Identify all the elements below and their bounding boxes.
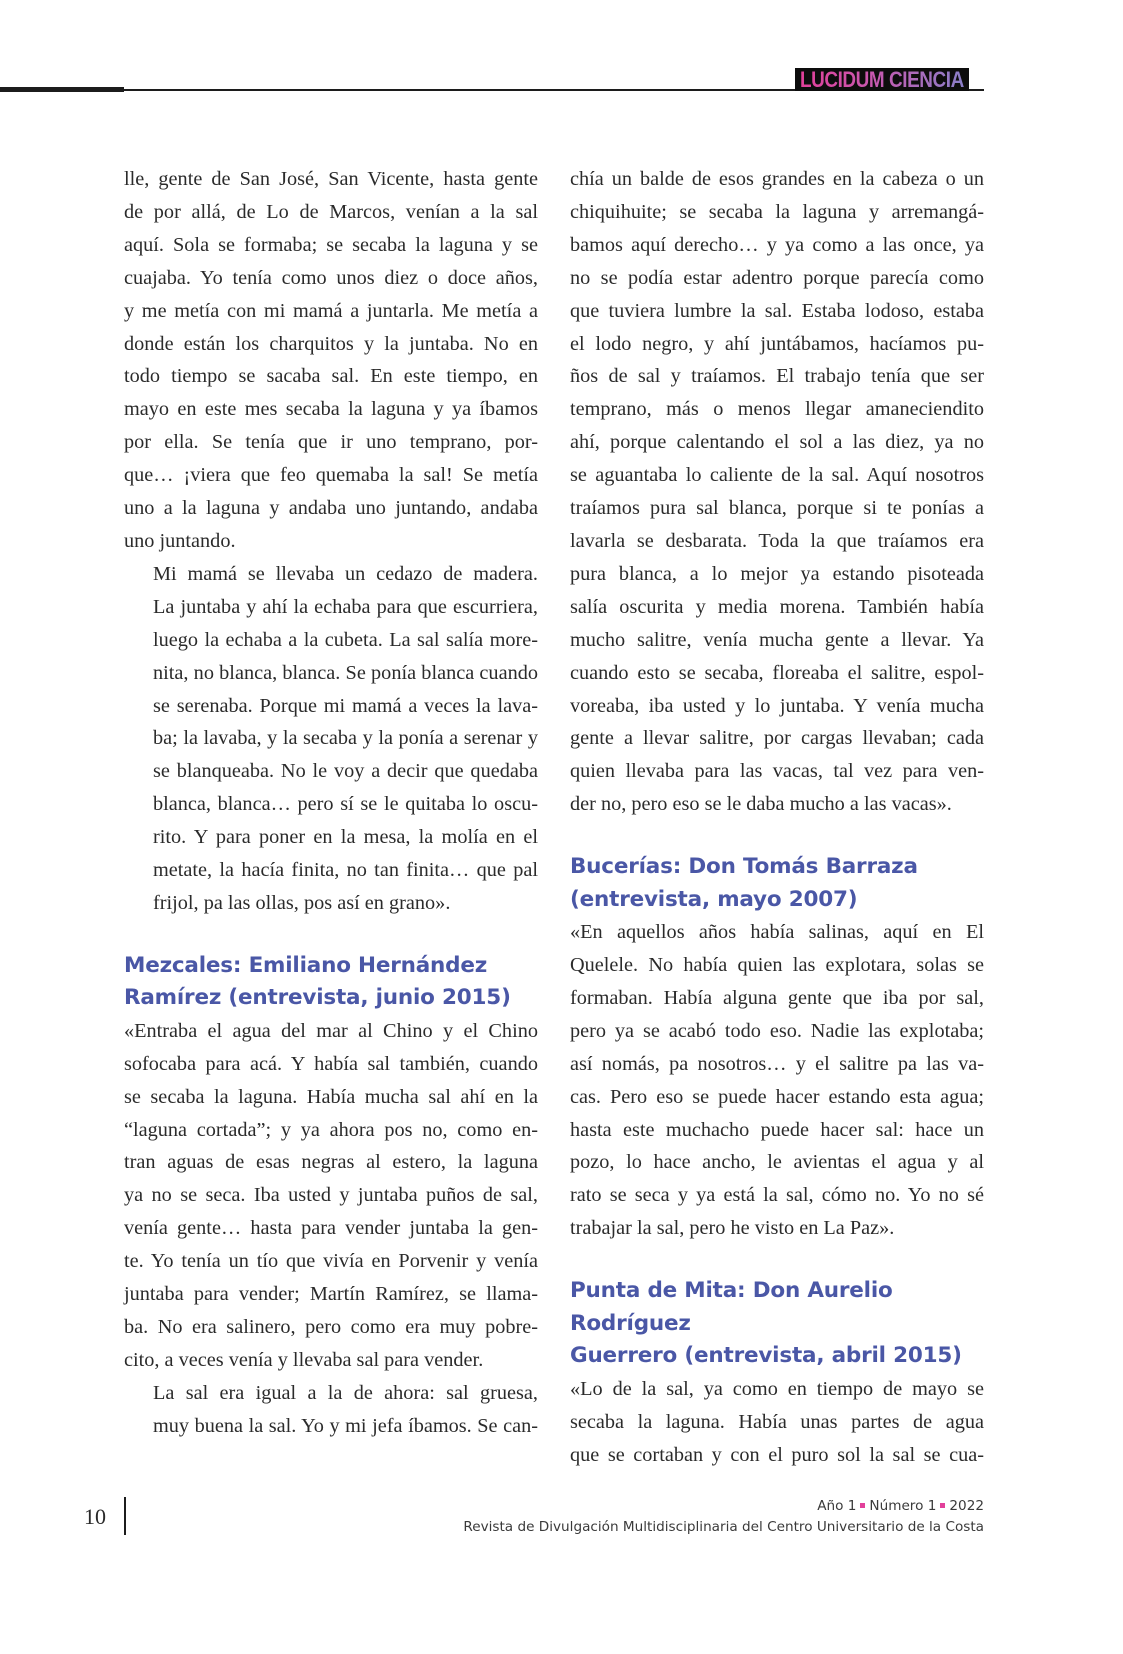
text-line: tran aguas de esas negras al estero, la laguna <box>124 1151 538 1174</box>
paragraph <box>124 1015 538 1377</box>
text-line: venía gente… hasta para vender juntaba la gen- <box>124 1217 538 1240</box>
heading-line: Guerrero (entrevista, abril 2015) <box>570 1343 962 1369</box>
text-line: aquí. Sola se formaba; se secaba la laguna y se <box>124 233 538 256</box>
text-line: cas. Pero eso se puede hacer estando esta agua; <box>570 1085 984 1108</box>
footer-divider <box>124 1497 126 1535</box>
text-line: pozo, lo hace ancho, le avientas el agua y al <box>570 1151 984 1174</box>
text-line: que se cortaban y con el puro sol la sal se cua- <box>570 1443 984 1466</box>
text-line: metate, la hacía finita, no tan finita… que pal <box>153 859 538 882</box>
text-line: juntaba para vender; Martín Ramírez, se llama- <box>124 1283 538 1306</box>
text-line: se secaba la laguna. Había mucha sal ahí en la <box>124 1085 538 1108</box>
heading-line: Ramírez (entrevista, junio 2015) <box>124 985 511 1011</box>
text-line: rito. Y para poner en la mesa, la molía en el <box>153 826 538 849</box>
section-heading-bucerias <box>570 851 984 916</box>
text-line: Quelele. No había quien las explotara, solas se <box>570 954 984 977</box>
bullet-icon <box>860 1503 865 1508</box>
journal-name: Revista de Divulgación Multidisciplinaria del Centro Universitario de la Costa <box>463 1519 984 1535</box>
text-line: cuando esto se secaba, floreaba el salitre, espol- <box>570 661 984 684</box>
text-line: lavarla se desbarata. Toda la que traíamos era <box>570 529 984 552</box>
text-line: no se podía estar adentro porque parecía como <box>570 266 984 289</box>
heading-line: (entrevista, mayo 2007) <box>570 886 858 912</box>
text-line: pura blanca, a lo mejor ya estando pisoteada <box>570 562 984 585</box>
text-line: hasta este muchacho puede hacer sal: hace un <box>570 1118 984 1141</box>
text-line: que tuviera lumbre la sal. Estaba lodoso, estaba <box>570 299 984 322</box>
issue-info <box>463 1496 984 1517</box>
section-heading-mezcales <box>124 950 538 1015</box>
text-line: ños de sal y traíamos. El trabajo tenía que ser <box>570 365 984 388</box>
text-line: se serenaba. Porque mi mamá a veces la lava- <box>153 694 538 717</box>
text-line: der no, pero eso se le daba mucho a las vacas». <box>570 793 952 816</box>
paragraph <box>570 916 984 1245</box>
text-line: trabajar la sal, pero he visto en La Paz». <box>570 1217 895 1240</box>
text-line: todo tiempo se sacaba sal. En este tiempo, en <box>124 365 538 388</box>
text-line: así nomás, pa nosotros… y el salitre pa las va- <box>570 1052 984 1075</box>
text-line: cuajaba. Yo tenía como unos diez o doce años, <box>124 266 538 289</box>
text-line: de por allá, de Lo de Marcos, venían a la sal <box>124 200 538 223</box>
text-line: temprano, más o menos llegar amaneciendito <box>570 398 984 421</box>
issue-date: 2022 <box>949 1498 984 1514</box>
section-gap <box>570 1245 984 1275</box>
issue-year: Año 1 <box>817 1498 857 1514</box>
text-line: rato se seca y ya está la sal, cómo no. Yo no sé <box>570 1184 984 1207</box>
text-line: ya no se seca. Iba usted y juntaba puños de sal, <box>124 1184 538 1207</box>
magazine-logo-text: LUCIDUM CIENCIA <box>800 67 964 92</box>
text-line: sofocaba para acá. Y había sal también, cuando <box>124 1052 538 1075</box>
text-line: Mi mamá se llevaba un cedazo de madera. <box>153 562 538 585</box>
section-gap <box>570 821 984 851</box>
paragraph <box>570 1373 984 1472</box>
text-line: se blanqueaba. No le voy a decir que quedaba <box>153 760 538 783</box>
left-column <box>124 163 538 1443</box>
text-line: que… ¡viera que feo quemaba la sal! Se metía <box>124 464 538 487</box>
text-line: lle, gente de San José, San Vicente, hasta gente <box>124 168 538 190</box>
text-line: mucho salitre, venía mucha gente a llevar. Ya <box>570 628 984 651</box>
text-line: «Lo de la sal, ya como en tiempo de mayo se <box>570 1377 984 1400</box>
text-line: ba. No era salinero, pero como era muy pobre- <box>124 1316 538 1338</box>
text-line: quien llevaba para las vacas, tal vez para ven- <box>570 760 984 783</box>
text-line: salía oscurita y media morena. También había <box>570 595 984 618</box>
text-line: por ella. Se tenía que ir uno temprano, por- <box>124 431 538 454</box>
text-line: se aguantaba lo caliente de la sal. Aquí nosotros <box>570 464 984 487</box>
text-line: “laguna cortada”; y ya ahora pos no, como en- <box>124 1118 538 1141</box>
text-line: ahí, porque calentando el sol a las diez, ya no <box>570 431 984 454</box>
magazine-logo <box>795 68 969 91</box>
heading-line: Mezcales: Emiliano Hernández <box>124 952 488 978</box>
text-line: La sal era igual a la de ahora: sal gruesa, <box>153 1381 538 1404</box>
right-column <box>570 163 984 1471</box>
paragraph <box>124 1377 538 1443</box>
footer-info <box>463 1496 984 1538</box>
text-line: te. Yo tenía un tío que vivía en Porvenir y venía <box>124 1250 538 1273</box>
text-line: bamos aquí derecho… y ya como a las once, ya <box>570 233 984 256</box>
text-line: «Entraba el agua del mar al Chino y el Chino <box>124 1019 538 1042</box>
text-line: chiquihuite; se secaba la laguna y arremangá- <box>570 200 984 223</box>
text-line: blanca, blanca… pero sí se le quitaba lo oscu- <box>153 793 538 816</box>
paragraph <box>124 163 538 558</box>
page-number: 10 <box>84 1504 106 1529</box>
text-line: luego la echaba a la cubeta. La sal salía more- <box>153 628 538 651</box>
section-gap <box>124 920 538 950</box>
text-line: formaban. Había alguna gente que iba por sal, <box>570 986 984 1009</box>
text-line: La juntaba y ahí la echaba para que escurriera, <box>153 595 538 618</box>
heading-line: Punta de Mita: Don Aurelio Rodríguez <box>570 1278 893 1336</box>
issue-number: Número 1 <box>869 1498 937 1514</box>
heading-line: Bucerías: Don Tomás Barraza <box>570 854 918 880</box>
text-line: nita, no blanca, blanca. Se ponía blanca cuando <box>153 661 538 684</box>
text-line: frijol, pa las ollas, pos así en grano». <box>153 891 451 914</box>
text-line: muy buena la sal. Yo y mi jefa íbamos. Se can- <box>153 1414 538 1437</box>
paragraph <box>570 163 984 821</box>
header-rule-thick <box>0 87 124 92</box>
text-line: donde están los charquitos y la juntaba. No en <box>124 332 538 355</box>
section-heading-punta-de-mita <box>570 1275 984 1373</box>
text-line: cito, a veces venía y llevaba sal para vender. <box>124 1348 484 1371</box>
text-line: uno a la laguna y andaba uno juntando, andaba <box>124 497 538 520</box>
text-line: voreaba, iba usted y lo juntaba. Y venía mucha <box>570 694 984 717</box>
text-line: chía un balde de esos grandes en la cabeza o un <box>570 168 984 190</box>
text-line: mayo en este mes secaba la laguna y ya íbamos <box>124 398 538 421</box>
text-line: «En aquellos años había salinas, aquí en El <box>570 921 984 944</box>
text-line: secaba la laguna. Había unas partes de agua <box>570 1410 984 1433</box>
text-line: ba; la lavaba, y la secaba y la ponía a serenar y <box>153 727 538 750</box>
bullet-icon <box>940 1503 945 1508</box>
text-line: pero ya se acabó todo eso. Nadie las explotaba; <box>570 1019 984 1042</box>
text-line: traíamos pura sal blanca, porque si te ponías a <box>570 497 984 520</box>
text-line: uno juntando. <box>124 529 236 552</box>
text-line: y me metía con mi mamá a juntarla. Me metía a <box>124 299 538 322</box>
text-line: gente a llevar salitre, por cargas llevaban; cada <box>570 727 984 750</box>
text-line: el lodo negro, y ahí juntábamos, hacíamos pu- <box>570 332 984 355</box>
paragraph <box>124 558 538 920</box>
